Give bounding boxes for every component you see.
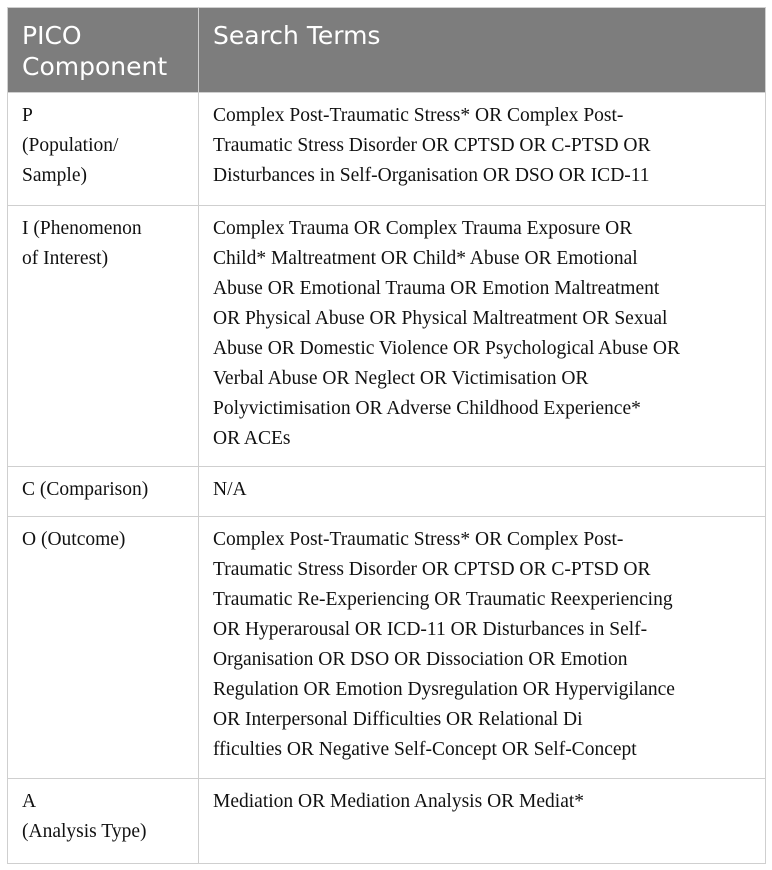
cell-text-line: Polyvictimisation OR Adverse Childhood Experience* (213, 398, 641, 419)
cell-text-line: Organisation OR DSO OR Dissociation OR Emotion (213, 649, 628, 670)
cell-search-terms (199, 206, 766, 467)
cell-text-line: Abuse OR Emotional Trauma OR Emotion Maltreatment (213, 278, 660, 299)
cell-text-line: OR Physical Abuse OR Physical Maltreatment OR Sexual (213, 308, 668, 329)
cell-text-line: of Interest) (22, 248, 109, 269)
cell-text-line: Regulation OR Emotion Dysregulation OR Hypervigilance (213, 679, 675, 700)
cell-text-line: (Population/ (22, 135, 119, 156)
cell-text-line: Sample) (22, 165, 87, 186)
table-row-analysis-type (8, 779, 766, 864)
table-row-outcome (8, 517, 766, 779)
cell-component (8, 517, 199, 779)
cell-text-line: Abuse OR Domestic Violence OR Psychological Abuse OR (213, 338, 680, 359)
pico-search-terms-table (7, 7, 766, 864)
cell-component (8, 467, 199, 517)
cell-text-line: Complex Trauma OR Complex Trauma Exposure OR (213, 218, 633, 239)
cell-text-line: Complex Post-Traumatic Stress* OR Complex Post- (213, 105, 624, 126)
cell-text-line: Traumatic Stress Disorder OR CPTSD OR C-PTSD OR (213, 559, 651, 580)
cell-component (8, 93, 199, 206)
cell-search-terms (199, 467, 766, 517)
cell-text-line: (Analysis Type) (22, 821, 147, 842)
cell-component (8, 206, 199, 467)
cell-text-line: Traumatic Stress Disorder OR CPTSD OR C-PTSD OR (213, 135, 651, 156)
table-row-population (8, 93, 766, 206)
table-row-phenomenon (8, 206, 766, 467)
cell-text-line: OR Hyperarousal OR ICD-11 OR Disturbances in Self- (213, 619, 648, 640)
cell-text-line: A (22, 791, 37, 812)
header-search-terms (199, 8, 766, 93)
header-text-line: Component (22, 52, 168, 81)
cell-text-line: OR ACEs (213, 428, 291, 449)
header-pico-component (8, 8, 199, 93)
header-text-line: PICO (22, 21, 82, 50)
table-body (8, 93, 766, 864)
cell-text-line: fficulties OR Negative Self-Concept OR Self-Concept (213, 739, 637, 760)
cell-text-line: Verbal Abuse OR Neglect OR Victimisation OR (213, 368, 589, 389)
cell-search-terms (199, 779, 766, 864)
cell-text-line: P (22, 105, 33, 126)
cell-text-line: OR Interpersonal Difficulties OR Relational Di (213, 709, 583, 730)
cell-search-terms (199, 517, 766, 779)
cell-text-line: O (Outcome) (22, 529, 126, 550)
cell-text-line: I (Phenomenon (22, 218, 142, 239)
cell-text-line: Disturbances in Self-Organisation OR DSO OR ICD-11 (213, 165, 650, 186)
cell-text-line: Child* Maltreatment OR Child* Abuse OR Emotional (213, 248, 638, 269)
cell-search-terms (199, 93, 766, 206)
cell-component (8, 779, 199, 864)
cell-text-line: Complex Post-Traumatic Stress* OR Complex Post- (213, 529, 624, 550)
header-text-line: Search Terms (213, 21, 381, 50)
table-row-comparison (8, 467, 766, 517)
cell-text-line: Traumatic Re-Experiencing OR Traumatic Reexperiencing (213, 589, 673, 610)
table-header (8, 8, 766, 93)
header-row (8, 8, 766, 93)
cell-text-line: Mediation OR Mediation Analysis OR Mediat* (213, 791, 585, 812)
cell-text-line: N/A (213, 479, 247, 500)
cell-text-line: C (Comparison) (22, 479, 149, 500)
